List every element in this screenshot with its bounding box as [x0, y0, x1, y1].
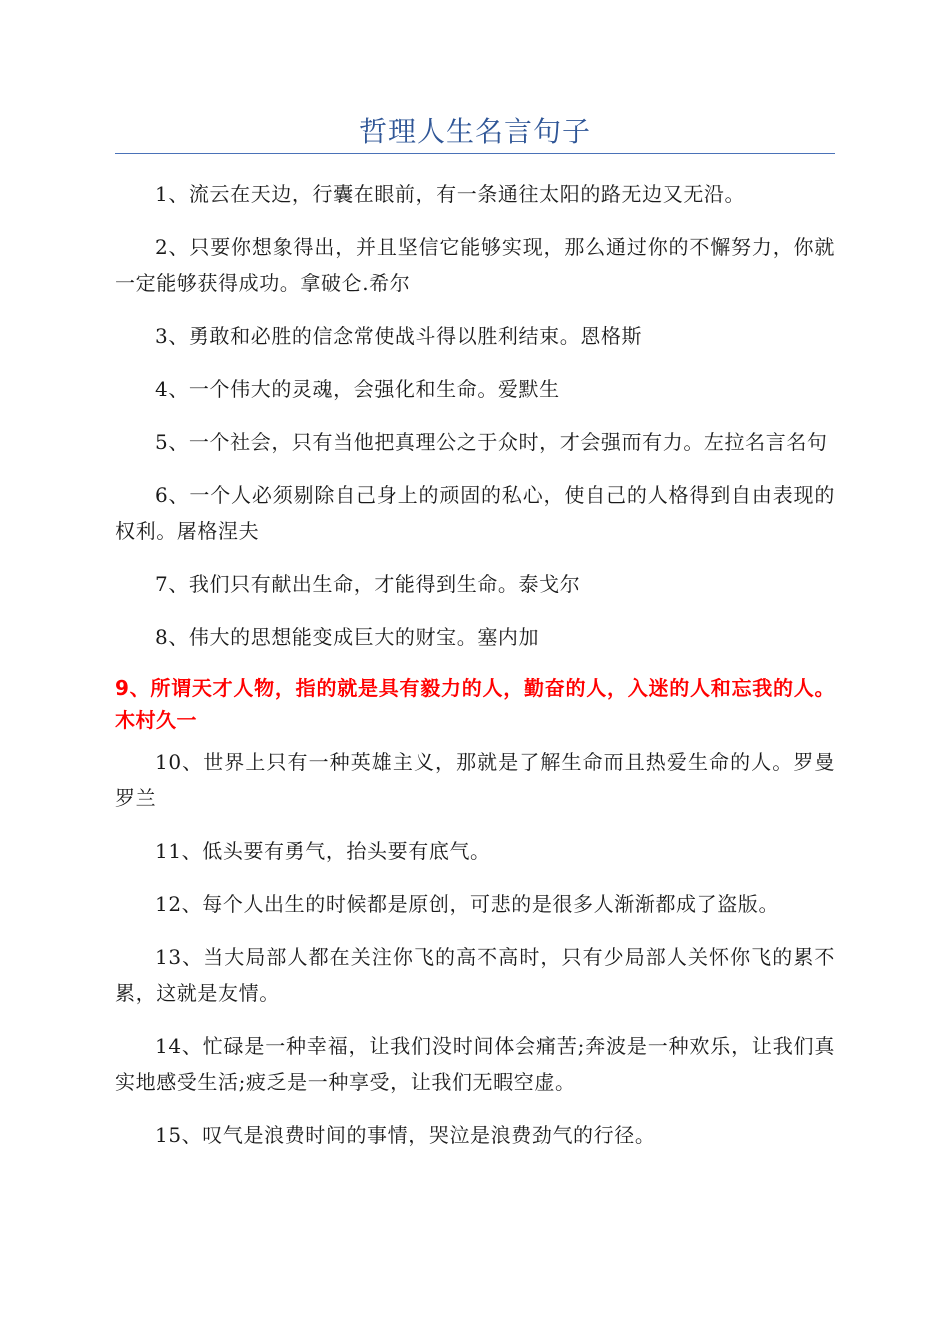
- quote-item: 3、勇敢和必胜的信念常使战斗得以胜利结束。恩格斯: [155, 324, 643, 348]
- quote-list: [115, 176, 835, 1170]
- title-underline: [115, 153, 835, 154]
- quote-item: 13、当大局部人都在关注你飞的高不高时，只有少局部人关怀你飞的累不累，这就是友情。: [115, 945, 835, 1005]
- quote-item: 1、流云在天边，行囊在眼前，有一条通往太阳的路无边又无沿。: [155, 182, 746, 206]
- quote-item: 4、一个伟大的灵魂，会强化和生命。爱默生: [155, 377, 560, 401]
- quote-item: 15、叹气是浪费时间的事情，哭泣是浪费劲气的行径。: [155, 1123, 656, 1147]
- page-title: 哲理人生名言句子: [358, 115, 591, 148]
- highlighted-quote-item: 9、所谓天才人物，指的就是具有毅力的人，勤奋的人，入迷的人和忘我的人。木村久一: [115, 676, 835, 732]
- quote-item: 14、忙碌是一种幸福，让我们没时间体会痛苦;奔波是一种欢乐，让我们真实地感受生活;疲乏是一种享受，让我们无暇空虚。: [115, 1034, 835, 1094]
- quote-item: 6、一个人必须剔除自己身上的顽固的私心，使自己的人格得到自由表现的权利。屠格涅夫: [115, 483, 835, 543]
- quote-item: 11、低头要有勇气，抬头要有底气。: [155, 839, 491, 863]
- quote-item: 10、世界上只有一种英雄主义，那就是了解生命而且热爱生命的人。罗曼罗兰: [115, 750, 835, 810]
- quote-item: 5、一个社会，只有当他把真理公之于众时，才会强而有力。左拉名言名句: [155, 430, 828, 454]
- quote-item: 12、每个人出生的时候都是原创，可悲的是很多人渐渐都成了盗版。: [155, 892, 780, 916]
- quote-item: 8、伟大的思想能变成巨大的财宝。塞内加: [155, 625, 540, 649]
- quote-item: 7、我们只有献出生命，才能得到生命。泰戈尔: [155, 572, 581, 596]
- quote-item: 2、只要你想象得出，并且坚信它能够实现，那么通过你的不懈努力，你就一定能够获得成功。拿破仑.希尔: [115, 235, 835, 295]
